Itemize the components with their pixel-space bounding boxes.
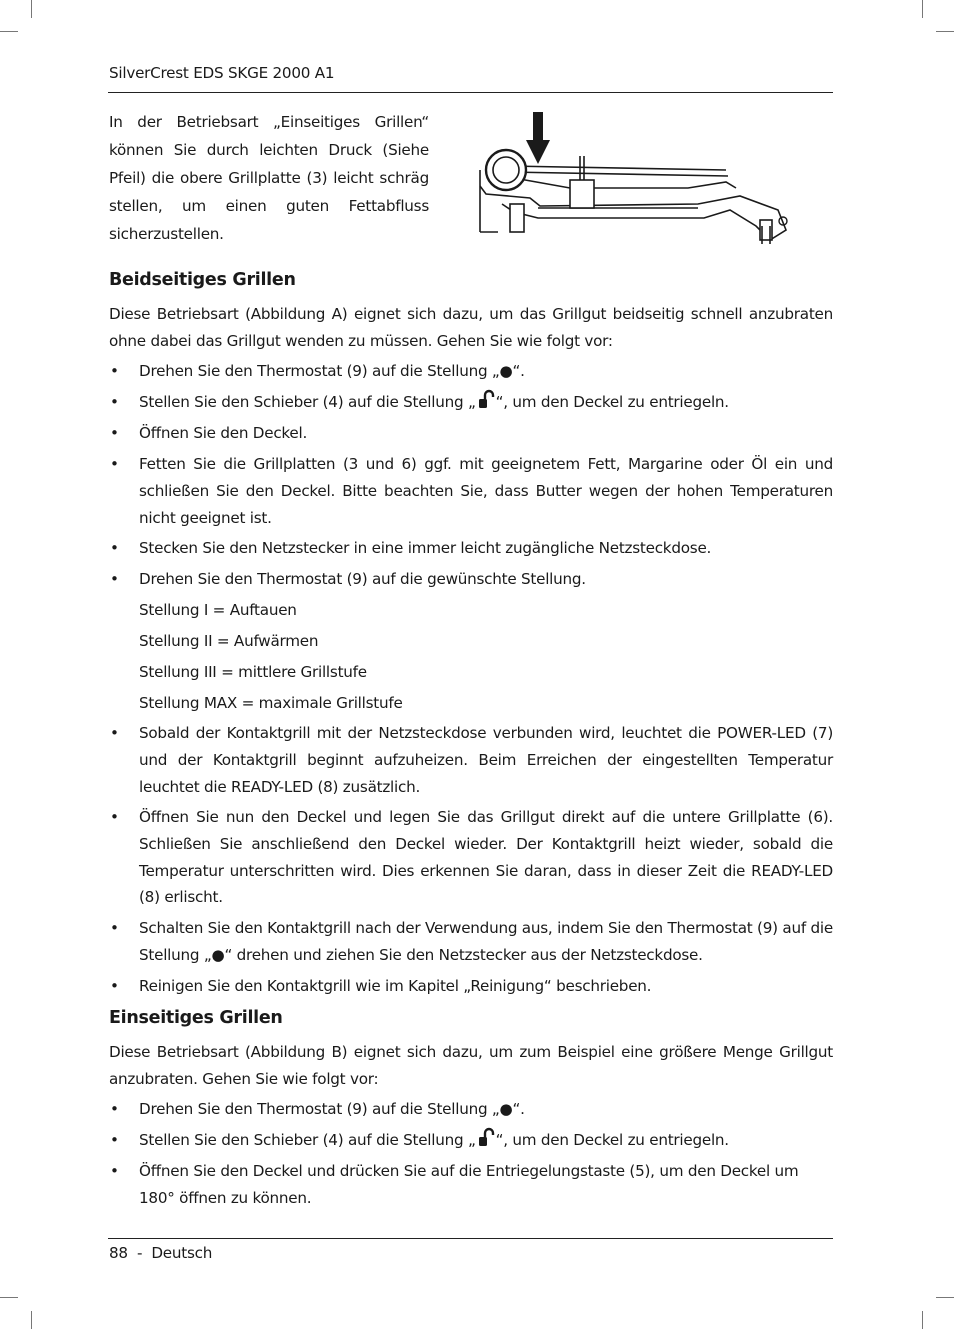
- list-item: • Drehen Sie den Thermostat (9) auf die gewünschte Stellung.: [139, 566, 833, 593]
- list-item: • Schalten Sie den Kontaktgrill nach der Verwendung aus, indem Sie den Thermostat (9) auf die Stellung „●“ drehen und ziehen Sie den Netzstecker aus der Netzsteckdose.: [139, 915, 833, 969]
- section2-intro: Diese Betriebsart (Abbildung B) eignet sich dazu, um zum Beispiel eine größere Menge Grillgut anzubraten. Gehen Sie wie folgt vor:: [109, 1043, 833, 1088]
- crop-mark: [0, 31, 18, 32]
- setting-line: Stellung III = mittlere Grillstufe: [139, 663, 367, 681]
- list-item: • Fetten Sie die Grillplatten (3 und 6) ggf. mit geeignetem Fett, Margarine oder Öl ein und schließen Sie den Deckel. Bitte beachten Sie, dass Butter wegen der hohen Temperaturen nicht geeignet ist.: [139, 451, 833, 531]
- header-rule: [108, 92, 833, 93]
- list-item: • Drehen Sie den Thermostat (9) auf die Stellung „●“.: [139, 358, 833, 385]
- crop-mark: [936, 31, 954, 32]
- list-item: [139, 1127, 833, 1154]
- page-header-title: SilverCrest EDS SKGE 2000 A1: [109, 64, 335, 82]
- unlock-icon: [476, 389, 496, 409]
- crop-mark: [0, 1297, 18, 1298]
- crop-mark: [922, 1311, 923, 1329]
- list-item: [139, 389, 833, 416]
- crop-mark: [936, 1297, 954, 1298]
- setting-line: Stellung II = Aufwärmen: [139, 632, 319, 650]
- grill-tilt-illustration: [478, 108, 802, 248]
- list-item: • Reinigen Sie den Kontaktgrill wie im Kapitel „Reinigung“ beschrieben.: [139, 973, 833, 1000]
- list-item: • Sobald der Kontaktgrill mit der Netzsteckdose verbunden wird, leuchtet die POWER-LED (7) und der Kontaktgrill beginnt aufzuheizen. Beim Erreichen der eingestellten Temperatur leuchtet die READY-LED (8) zusätzlich.: [139, 720, 833, 800]
- section-heading-einseitig: Einseitiges Grillen: [109, 1008, 283, 1028]
- list-item: • Drehen Sie den Thermostat (9) auf die Stellung „●“.: [139, 1096, 833, 1123]
- section1-intro: Diese Betriebsart (Abbildung A) eignet sich dazu, um das Grillgut beidseitig schnell anzubraten ohne dabei das Grillgut wenden zu müssen. Gehen Sie wie folgt vor:: [109, 305, 833, 350]
- list-item-text: Stellen Sie den Schieber (4) auf die Stellung „: [139, 1131, 476, 1149]
- list-item-text: “, um den Deckel zu entriegeln.: [495, 1131, 729, 1149]
- list-item-text: “, um den Deckel zu entriegeln.: [495, 393, 729, 411]
- list-item: • Öffnen Sie den Deckel und drücken Sie auf die Entriegelungstaste (5), um den Deckel um 180° öffnen zu können.: [139, 1158, 799, 1212]
- setting-line: Stellung MAX = maximale Grillstufe: [139, 694, 403, 712]
- crop-mark: [31, 0, 32, 18]
- list-item: • Öffnen Sie den Deckel.: [139, 420, 833, 447]
- list-item: • Öffnen Sie nun den Deckel und legen Sie das Grillgut direkt auf die untere Grillplatte (6). Schließen Sie anschließend den Deckel wieder. Der Kontaktgrill heizt wieder, sobald die Temperatur unterschritten wird. Dies erkennen Sie daran, dass in dieser Zeit die READY-LED (8) erlischt.: [139, 804, 833, 911]
- unlock-icon: [476, 1127, 496, 1147]
- list-item: • Stecken Sie den Netzstecker in eine immer leicht zugängliche Netzsteckdose.: [139, 535, 833, 562]
- crop-mark: [922, 0, 923, 18]
- footer-rule: [108, 1238, 833, 1239]
- crop-mark: [31, 1311, 32, 1329]
- list-item-text: Stellen Sie den Schieber (4) auf die Stellung „: [139, 393, 476, 411]
- down-arrow-icon: [526, 112, 550, 164]
- intro-paragraph: In der Betriebsart „Einseitiges Grillen“ können Sie durch leichten Druck (Siehe Pfeil) die obere Grillplatte (3) leicht schräg stellen, um einen guten Fettabfluss sicherzustellen.: [109, 113, 429, 243]
- page-footer: 88 - Deutsch: [109, 1244, 213, 1262]
- section-heading-beidseitig: Beidseitiges Grillen: [109, 270, 296, 290]
- setting-line: Stellung I = Auftauen: [139, 601, 297, 619]
